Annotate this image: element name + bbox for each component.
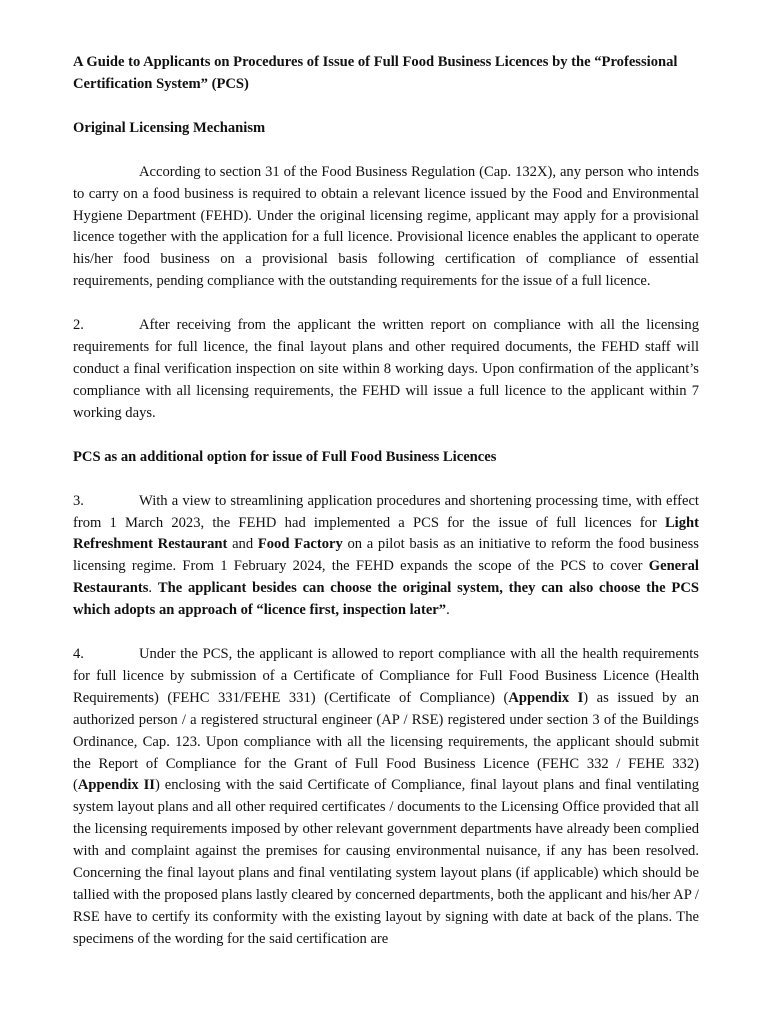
appendix-i-reference: Appendix I <box>508 689 584 706</box>
paragraph-3-text-e: on a pilot basis as an initiative to reform the food business licensing regime. From 1 February 2024, the FEHD expands the scope of the PCS to cover <box>73 536 699 575</box>
paragraph-2 <box>73 315 699 425</box>
paragraph-number-4: 4. <box>73 646 84 663</box>
paragraph-3-text-g: . <box>148 580 158 597</box>
paragraph-3-text-c: and <box>227 536 258 553</box>
document-page <box>73 52 699 973</box>
light-refreshment-restaurant-term: Light Refreshment Restaurant <box>73 514 699 553</box>
section-heading-pcs: PCS as an additional option for issue of Full Food Business Licences <box>73 448 497 465</box>
paragraph-3-text-i: . <box>446 602 450 619</box>
paragraph-4 <box>73 644 699 951</box>
paragraph-3 <box>73 491 699 622</box>
paragraph-1-text: According to section 31 of the Food Business Regulation (Cap. 132X), any person who intends to carry on a food business is required to obtain a relevant licence issued by the Food and Environmental Hygiene Department (FEHD). Under the original licensing regime, applicant may apply for a provisional licence together with the application for a full licence. Provisional licence enables the applicant to operate his/her food business on a provisional basis following certification of compliance of essential requirements, pending compliance with the outstanding requirements for the issue of a full licence. <box>73 163 699 290</box>
paragraph-number-3: 3. <box>73 492 84 509</box>
food-factory-term: Food Factory <box>257 536 343 553</box>
paragraph-4-text-c: ) as issued by an authorized person / a registered structural engineer (AP / RSE) registered under section 3 of the Buildings Ordinance, Cap. 123. Upon compliance with all the licensing requirements, the applicant should submit the Report of Compliance for the Grant of Full Food Business Licence (FEHC 332 / FEHE 332) ( <box>73 689 699 794</box>
paragraph-4-text-a: Under the PCS, the applicant is allowed to report compliance with all the health requirements for full licence by submission of a Certificate of Compliance for Full Food Business Licence (Health Requirements) (FEHC 331/FEHE 331) (Certificate of Compliance) ( <box>73 646 699 706</box>
licence-first-statement: The applicant besides can choose the original system, they can also choose the PCS which adopts an approach of “licence first, inspection later” <box>73 580 700 619</box>
document-title: A Guide to Applicants on Procedures of Issue of Full Food Business Licences by the “Professional Certification System” (PCS) <box>73 54 678 92</box>
section-heading-original-licensing: Original Licensing Mechanism <box>73 119 266 136</box>
paragraph-2-text: After receiving from the applicant the written report on compliance with all the licensing requirements for full licence, the final layout plans and other required documents, the FEHD staff will conduct a final verification inspection on site within 8 working days. Upon confirmation of the applicant’s compliance with all licensing requirements, the FEHD will issue a full licence to the applicant within 7 working days. <box>73 317 699 421</box>
appendix-ii-reference: Appendix II <box>77 777 155 794</box>
paragraph-1 <box>73 162 699 293</box>
paragraph-4-text-e: ) enclosing with the said Certificate of Compliance, final layout plans and final ventilating system layout plans and all other required certificates / documents to the Licensing Office provided that all the licensing requirements imposed by other relevant government departments have already been complied with and complaint against the premises for causing environmental nuisance, if any has been resolved. Concerning the final layout plans and final ventilating system layout plans (if applicable) which should be tallied with the proposed plans lastly cleared by concerned departments, both the applicant and his/her AP / RSE have to certify its conformity with the existing layout by signing with date at back of the plans. The specimens of the wording for the said certification are <box>73 777 699 947</box>
paragraph-number-2: 2. <box>73 317 84 334</box>
paragraph-3-text-a: With a view to streamlining application procedures and shortening processing time, with effect from 1 March 2023, the FEHD had implemented a PCS for the issue of full licences for <box>73 492 699 531</box>
general-restaurants-term: General Restaurants <box>73 558 699 597</box>
